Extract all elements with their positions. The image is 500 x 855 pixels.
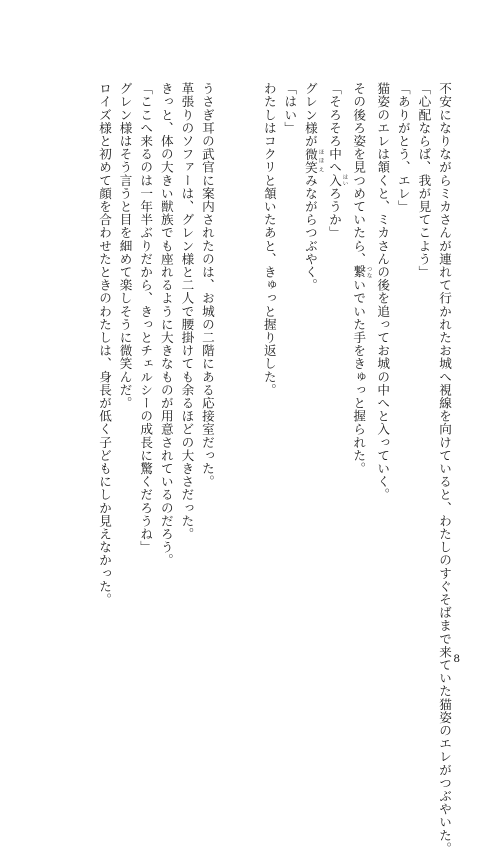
paragraph-5 [348, 82, 372, 642]
paragraph-6 [323, 82, 347, 642]
ruby-reading: ほほえ [317, 147, 324, 174]
page-number: 8 [453, 653, 460, 665]
paragraph-8: 「はい」 [282, 82, 298, 135]
ruby-reading: はい [341, 173, 348, 187]
paragraph-12: きっと、体の大きい獣族でも座れるように大きなものが用意されているのだろう。 [158, 82, 174, 567]
paragraph-7 [299, 82, 323, 642]
paragraph-4: 猫姿のエレは頷くと、ミカさんの後を追ってお城の中へと入っていく。 [375, 82, 391, 502]
paragraph-14: グレン様はそう言うと目を細めて楽しそうに微笑んだ。 [117, 82, 133, 410]
paragraph-13: 「ここへ来るのは一年半ぶりだから、きっとチェルシーの成長に驚くだろうね」 [138, 82, 154, 554]
paragraph-7-text-b: みながらつぶやく。 [302, 173, 318, 292]
paragraph-9: わたしはコクリと頷いたあと、きゅっと握り返した。 [261, 82, 277, 397]
paragraph-1: 不安になりながらミカさんが連れて行かれたお城へ視線を向けていると、わたしのすぐそばまで来ていた猫姿のエレがつぶやいた。 [437, 82, 452, 855]
scene-break-2 [217, 82, 238, 642]
ruby-hohoe [302, 147, 324, 174]
paragraph-2: 「心配ならば、我が見てこよう」 [416, 82, 432, 279]
paragraph-10: うさぎ耳の武官に案内されたのは、お城の二階にある応接室だった。 [199, 82, 215, 489]
paragraph-3: 「ありがとう、エレ」 [395, 82, 411, 213]
ruby-base: 微笑 [302, 147, 318, 174]
paragraph-5-text-b: いでいた手をきゅっと握られた。 [351, 278, 367, 476]
ruby-base: 繋 [351, 265, 367, 279]
ruby-base: 入 [327, 173, 343, 187]
paragraph-6-text-b: ろうか」 [327, 186, 343, 240]
paragraph-7-text-a: グレン様が [302, 82, 318, 148]
vertical-text-body [93, 82, 454, 855]
paragraph-11: 革張りのソファーは、グレン様と二人で腰掛けても余るほどの大きさだった。 [179, 82, 195, 541]
scene-break [238, 82, 259, 642]
ruby-tsuna [351, 265, 372, 279]
ruby-reading: つな [365, 265, 372, 279]
paragraph-6-text-a: 「そろそろ中へ [327, 82, 343, 174]
paragraph-15: ロイズ様と初めて顔を合わせたときのわたしは、身長が低く子どもにしか見えなかった。 [97, 82, 112, 606]
paragraph-5-text-a: その後ろ姿を見つめていたら、 [351, 82, 367, 266]
ruby-hai [327, 173, 348, 187]
